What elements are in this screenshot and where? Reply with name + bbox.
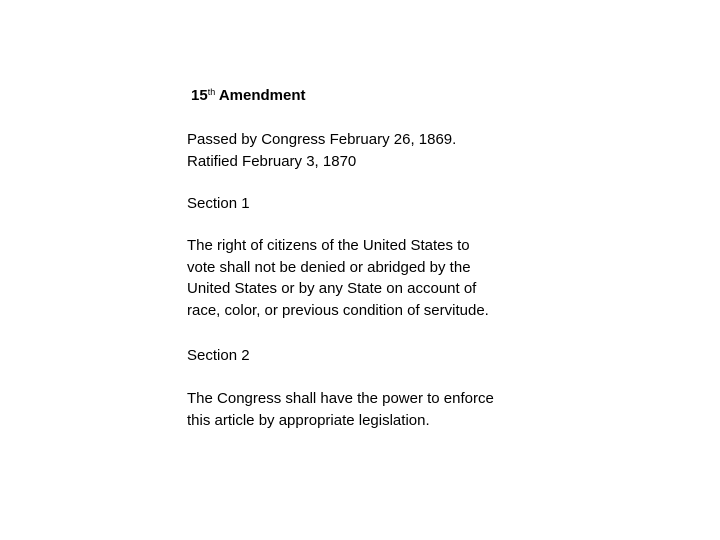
section-2-line: The Congress shall have the power to enforce: [187, 390, 494, 407]
title-number: 15: [191, 87, 208, 104]
section-1-line: race, color, or previous condition of servitude.: [187, 301, 489, 319]
section-2-body: [187, 388, 494, 431]
document-title: [191, 86, 306, 106]
title-ordinal-suffix: th: [207, 87, 216, 97]
passage-dates: [187, 129, 456, 172]
section-1-line: United States or by any State on account of: [187, 280, 477, 297]
passed-date-line: Passed by Congress February 26, 1869.: [187, 131, 457, 148]
section-2-heading-text: Section 2: [187, 347, 250, 364]
section-1-body: [187, 235, 489, 321]
section-1-heading: [187, 193, 250, 215]
section-1-line: The right of citizens of the United States to: [187, 237, 470, 254]
section-1-heading-text: Section 1: [187, 195, 250, 212]
ratified-date-line: Ratified February 3, 1870: [187, 152, 357, 170]
section-2-heading: [187, 345, 250, 367]
title-text: Amendment: [215, 87, 306, 104]
section-1-line: vote shall not be denied or abridged by the: [187, 258, 471, 276]
section-2-line: this article by appropriate legislation.: [187, 411, 430, 429]
